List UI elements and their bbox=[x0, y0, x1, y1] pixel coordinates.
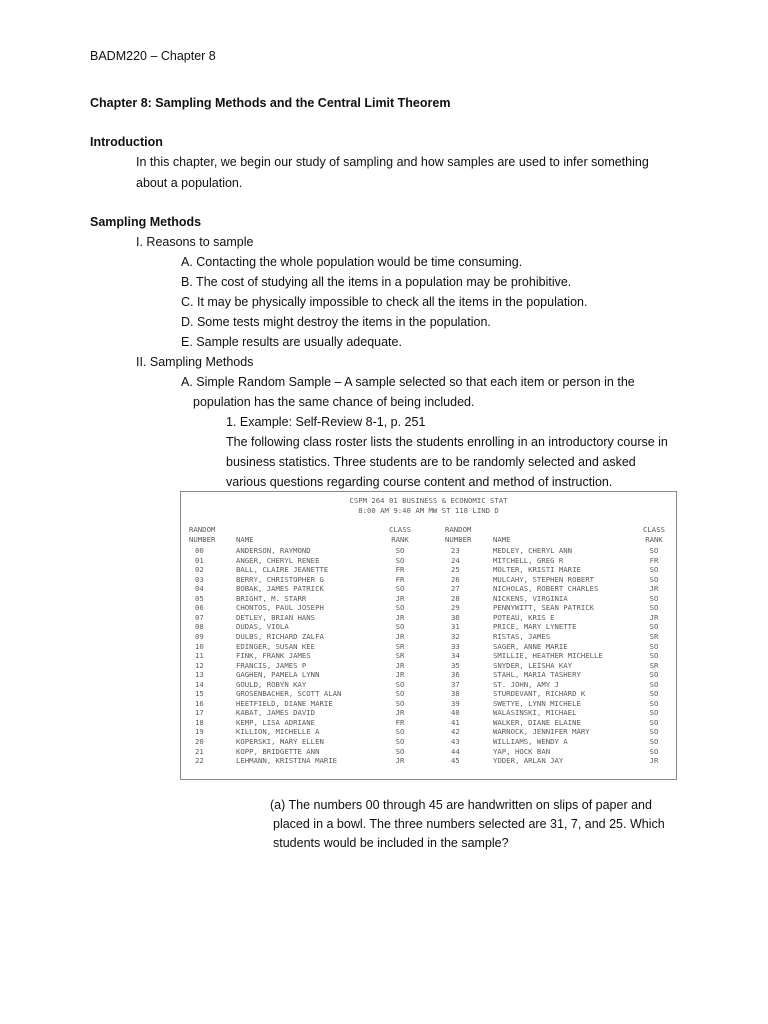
col-header-random: RANDOM bbox=[445, 525, 472, 534]
roster-class-rank: SO bbox=[395, 698, 405, 708]
roster-random-number: 37 bbox=[451, 679, 460, 689]
roster-class-rank: SO bbox=[395, 727, 405, 737]
reason-item: A. Contacting the whole population would be time consuming. bbox=[181, 255, 523, 269]
roster-class-rank: SO bbox=[649, 651, 659, 661]
introduction-heading: Introduction bbox=[90, 135, 163, 149]
question-line: (a) The numbers 00 through 45 are handwritten on slips of paper and bbox=[270, 798, 652, 812]
roster-random-number: 34 bbox=[451, 651, 460, 661]
roster-random-number: 23 bbox=[451, 546, 460, 555]
roster-student-name: GAGHEN, PAMELA LYNN bbox=[236, 670, 320, 680]
roster-random-number: 21 bbox=[195, 746, 204, 756]
roster-class-rank: SO bbox=[395, 546, 405, 555]
roster-class-rank: SR bbox=[395, 651, 405, 661]
roster-class-rank: JR bbox=[395, 593, 405, 603]
roster-random-number: 06 bbox=[195, 603, 204, 613]
roster-student-name: ST. JOHN, AMY J bbox=[493, 679, 559, 689]
roster-student-name: ANGER, CHERYL RENEE bbox=[236, 555, 320, 565]
example-text-line: The following class roster lists the students enrolling in an introductory course in bbox=[226, 435, 668, 449]
roster-class-rank: SR bbox=[649, 660, 659, 670]
col-header-class: CLASS bbox=[643, 525, 665, 534]
roster-student-name: DETLEY, BRIAN HANS bbox=[236, 612, 316, 622]
roster-student-name: STURDEVANT, RICHARD K bbox=[493, 689, 586, 699]
example-heading: 1. Example: Self-Review 8-1, p. 251 bbox=[226, 415, 426, 429]
roster-class-rank: JR bbox=[395, 708, 405, 718]
roster-student-name: KABAT, JAMES DAVID bbox=[236, 708, 316, 718]
roster-random-number: 02 bbox=[195, 565, 204, 575]
roster-random-number: 27 bbox=[451, 584, 460, 594]
col-header-class: CLASS bbox=[389, 525, 411, 534]
col-header-name: NAME bbox=[493, 535, 511, 544]
reason-item: B. The cost of studying all the items in a population may be prohibitive. bbox=[181, 275, 572, 289]
roster-random-number: 42 bbox=[451, 727, 460, 737]
roster-class-rank: FR bbox=[649, 555, 659, 565]
roster-class-rank: SO bbox=[395, 746, 405, 756]
roster-random-number: 10 bbox=[195, 641, 204, 651]
roster-class-rank: JR bbox=[649, 756, 659, 766]
roster-random-number: 18 bbox=[195, 717, 204, 727]
col-header-number: NUMBER bbox=[189, 535, 216, 544]
col-header-rank: RANK bbox=[645, 535, 663, 544]
roster-random-number: 24 bbox=[451, 555, 460, 565]
roster-random-number: 20 bbox=[195, 737, 204, 746]
roster-random-number: 03 bbox=[195, 574, 204, 584]
roster-random-number: 07 bbox=[195, 612, 204, 622]
roster-class-rank: SO bbox=[649, 574, 659, 584]
roster-random-number: 44 bbox=[451, 746, 460, 756]
roster-class-rank: SO bbox=[649, 708, 659, 718]
roster-random-number: 28 bbox=[451, 593, 460, 603]
roster-student-name: WARNOCK, JENNIFER MARY bbox=[493, 727, 590, 737]
roster-random-number: 04 bbox=[195, 584, 204, 594]
roster-random-number: 41 bbox=[451, 717, 460, 727]
col-header-random: RANDOM bbox=[189, 525, 216, 534]
col-header-name: NAME bbox=[236, 535, 254, 544]
roster-random-number: 14 bbox=[195, 679, 204, 689]
roster-student-name: YAP, HOCK BAN bbox=[493, 746, 551, 756]
roster-class-rank: SO bbox=[649, 689, 659, 699]
course-header: BADM220 – Chapter 8 bbox=[90, 49, 216, 63]
introduction-text-line: about a population. bbox=[136, 176, 243, 190]
roster-random-number: 00 bbox=[195, 546, 204, 555]
roster-student-name: MOLTER, KRISTI MARIE bbox=[493, 565, 581, 575]
roster-random-number: 17 bbox=[195, 708, 204, 718]
roster-student-name: DUDAS, VIOLA bbox=[236, 622, 289, 632]
question-line: placed in a bowl. The three numbers selected are 31, 7, and 25. Which bbox=[273, 817, 665, 831]
roster-random-number: 19 bbox=[195, 727, 204, 737]
roster-student-name: RISTAS, JAMES bbox=[493, 631, 551, 641]
roster-class-rank: FR bbox=[395, 565, 405, 575]
roster-class-rank: FR bbox=[395, 717, 405, 727]
roster-random-number: 26 bbox=[451, 574, 460, 584]
roster-class-rank: FR bbox=[395, 574, 405, 584]
sampling-methods-heading: Sampling Methods bbox=[90, 215, 202, 229]
reason-item: E. Sample results are usually adequate. bbox=[181, 335, 402, 349]
roster-class-rank: SO bbox=[395, 622, 405, 632]
roster-class-rank: SO bbox=[395, 737, 405, 746]
roster-student-name: GROSENBACHER, SCOTT ALAN bbox=[236, 689, 342, 699]
roster-student-name: BOBAK, JAMES PATRICK bbox=[236, 584, 324, 594]
roster-student-name: BRIGHT, M. STARR bbox=[236, 593, 307, 603]
roster-class-rank: SR bbox=[395, 641, 405, 651]
chapter-title: Chapter 8: Sampling Methods and the Central Limit Theorem bbox=[90, 96, 451, 110]
roster-student-name: SAGER, ANNE MARIE bbox=[493, 641, 568, 651]
roster-random-number: 16 bbox=[195, 698, 204, 708]
roster-student-name: WALASINSKI, MICHAEL bbox=[493, 708, 577, 718]
roster-class-rank: JR bbox=[395, 631, 405, 641]
roster-student-name: KOPERSKI, MARY ELLEN bbox=[236, 737, 324, 746]
roster-class-rank: SO bbox=[395, 603, 405, 613]
roster-random-number: 12 bbox=[195, 660, 204, 670]
roster-random-number: 30 bbox=[451, 612, 460, 622]
roster-student-name: LEHMANN, KRISTINA MARIE bbox=[236, 756, 338, 766]
roster-student-name: ANDERSON, RAYMOND bbox=[236, 546, 311, 555]
roster-class-rank: SO bbox=[649, 593, 659, 603]
roster-schedule: 8:00 AM 9:40 AM MW ST 118 LIND D bbox=[358, 506, 499, 515]
roster-student-name: MULCAHY, STEPHEN ROBERT bbox=[493, 574, 595, 584]
srs-definition-line: A. Simple Random Sample – A sample selected so that each item or person in the bbox=[181, 375, 635, 389]
roster-class-rank: JR bbox=[395, 756, 405, 766]
roster-student-name: NICHOLAS, ROBERT CHARLES bbox=[493, 584, 599, 594]
roster-class-rank: SO bbox=[649, 679, 659, 689]
introduction-text-line: In this chapter, we begin our study of sampling and how samples are used to infer something bbox=[136, 155, 649, 169]
roster-random-number: 05 bbox=[195, 593, 204, 603]
roster-class-rank: SO bbox=[649, 546, 659, 555]
reason-item: D. Some tests might destroy the items in the population. bbox=[181, 315, 491, 329]
roster-student-name: HEETFIELD, DIANE MARIE bbox=[236, 698, 333, 708]
roster-random-number: 35 bbox=[451, 660, 460, 670]
roster-student-name: EDINGER, SUSAN KEE bbox=[236, 641, 316, 651]
roster-student-name: CHONTOS, PAUL JOSEPH bbox=[236, 603, 324, 613]
roster-student-name: DULBS, RICHARD ZALFA bbox=[236, 631, 324, 641]
roster-class-rank: SO bbox=[649, 565, 659, 575]
roster-random-number: 31 bbox=[451, 622, 460, 632]
roster-class-rank: SO bbox=[649, 746, 659, 756]
roster-class-rank: JR bbox=[649, 612, 659, 622]
roster-random-number: 36 bbox=[451, 670, 460, 680]
roster-class-rank: SO bbox=[395, 679, 405, 689]
roster-student-name: KOPP, BRIDGETTE ANN bbox=[236, 746, 320, 756]
roster-student-name: FRANCIS, JAMES P bbox=[236, 660, 307, 670]
col-header-rank: RANK bbox=[391, 535, 409, 544]
roster-class-rank: SO bbox=[649, 622, 659, 632]
srs-definition-line: population has the same chance of being included. bbox=[193, 395, 475, 409]
roster-student-name: SNYDER, LEISHA KAY bbox=[493, 660, 573, 670]
methods-heading: II. Sampling Methods bbox=[136, 355, 254, 369]
roster-student-name: BERRY, CHRISTOPHER G bbox=[236, 574, 324, 584]
roster-student-name: PRICE, MARY LYNETTE bbox=[493, 622, 577, 632]
roster-random-number: 43 bbox=[451, 737, 460, 746]
roster-class-rank: SO bbox=[649, 670, 659, 680]
roster-class-rank: SO bbox=[649, 727, 659, 737]
roster-student-name: WALKER, DIANE ELAINE bbox=[493, 717, 581, 727]
roster-class-rank: SO bbox=[649, 698, 659, 708]
roster-class-rank: SO bbox=[395, 689, 405, 699]
roster-student-name: SWETYE, LYNN MICHELE bbox=[493, 698, 581, 708]
roster-random-number: 25 bbox=[451, 565, 460, 575]
roster-student-name: WILLIAMS, WENDY A bbox=[493, 737, 568, 746]
roster-random-number: 45 bbox=[451, 756, 460, 766]
roster-class-rank: SO bbox=[395, 584, 405, 594]
roster-class-rank: SO bbox=[649, 641, 659, 651]
roster-random-number: 33 bbox=[451, 641, 460, 651]
roster-student-name: GOULD, ROBYN KAY bbox=[236, 679, 307, 689]
roster-random-number: 13 bbox=[195, 670, 204, 680]
example-text-line: various questions regarding course content and method of instruction. bbox=[226, 475, 613, 489]
roster-class-rank: JR bbox=[395, 612, 405, 622]
roster-student-name: STAHL, MARIA TASHERY bbox=[493, 670, 581, 680]
roster-class-rank: JR bbox=[395, 660, 405, 670]
roster-random-number: 11 bbox=[195, 651, 204, 661]
roster-class-rank: SO bbox=[395, 555, 405, 565]
example-text-line: business statistics. Three students are to be randomly selected and asked bbox=[226, 455, 636, 469]
roster-class-rank: SO bbox=[649, 603, 659, 613]
roster-student-name: SMILLIE, HEATHER MICHELLE bbox=[493, 651, 603, 661]
roster-student-name: KILLION, MICHELLE A bbox=[236, 727, 320, 737]
roster-class-rank: JR bbox=[649, 584, 659, 594]
roster-random-number: 29 bbox=[451, 603, 460, 613]
roster-student-name: FINK, FRANK JAMES bbox=[236, 651, 311, 661]
roster-random-number: 01 bbox=[195, 555, 204, 565]
roster-random-number: 39 bbox=[451, 698, 460, 708]
roster-class-rank: JR bbox=[395, 670, 405, 680]
roster-student-name: MEDLEY, CHERYL ANN bbox=[493, 546, 573, 555]
roster-random-number: 40 bbox=[451, 708, 460, 718]
roster-class-rank: SR bbox=[649, 631, 659, 641]
roster-class-rank: SO bbox=[649, 717, 659, 727]
question-line: students would be included in the sample? bbox=[273, 836, 509, 850]
roster-class-rank: SO bbox=[649, 737, 659, 746]
roster-student-name: BALL, CLAIRE JEANETTE bbox=[236, 565, 329, 575]
roster-student-name: KEMP, LISA ADRIANE bbox=[236, 717, 316, 727]
roster-random-number: 09 bbox=[195, 631, 204, 641]
roster-random-number: 32 bbox=[451, 631, 460, 641]
class-roster-image bbox=[180, 491, 677, 780]
roster-student-name: MITCHELL, GREG R bbox=[493, 555, 564, 565]
col-header-number: NUMBER bbox=[445, 535, 472, 544]
roster-random-number: 38 bbox=[451, 689, 460, 699]
roster-random-number: 22 bbox=[195, 756, 204, 766]
roster-title: CSPM 264 01 BUSINESS & ECONOMIC STAT bbox=[349, 496, 508, 505]
roster-student-name: POTEAU, KRIS E bbox=[493, 612, 555, 622]
reasons-heading: I. Reasons to sample bbox=[136, 235, 254, 249]
reason-item: C. It may be physically impossible to check all the items in the population. bbox=[181, 295, 588, 309]
roster-student-name: YODER, ARLAN JAY bbox=[493, 756, 564, 766]
roster-student-name: PENNYWITT, SEAN PATRICK bbox=[493, 603, 595, 613]
roster-student-name: NICKENS, VIRGINIA bbox=[493, 593, 568, 603]
roster-random-number: 15 bbox=[195, 689, 204, 699]
roster-random-number: 08 bbox=[195, 622, 204, 632]
